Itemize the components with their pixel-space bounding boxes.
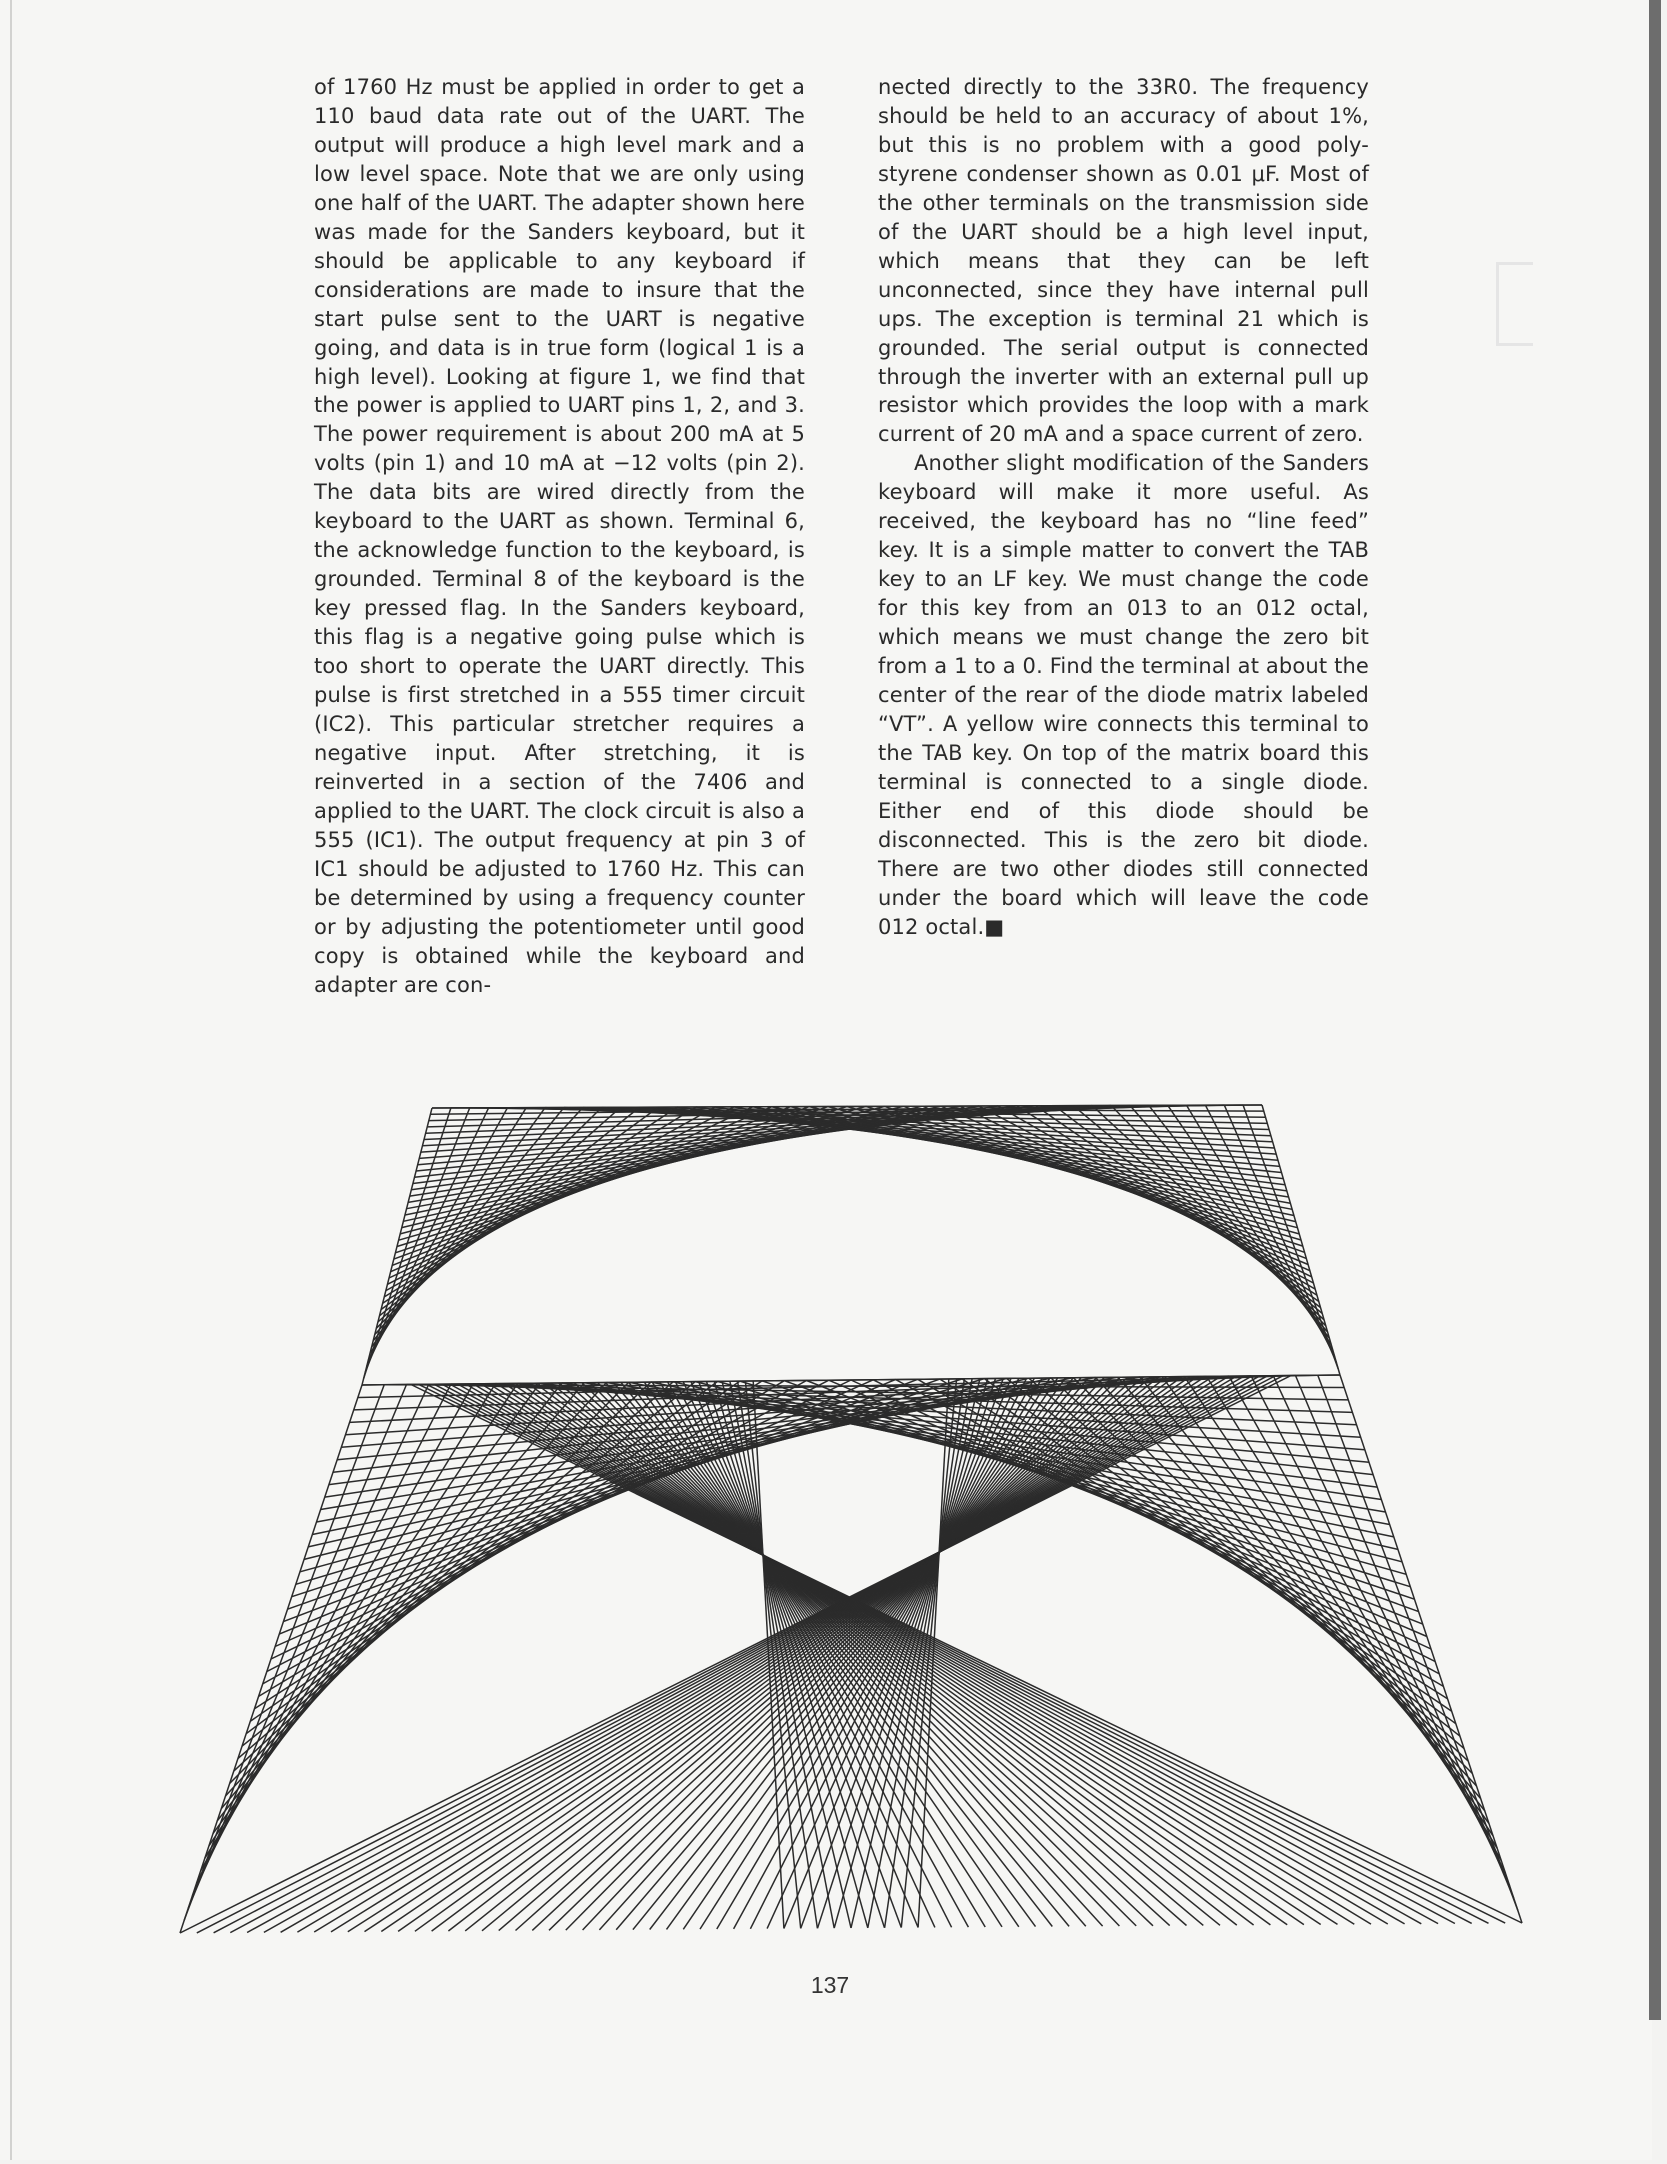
right-text-column [878, 73, 1369, 942]
left-text-column [314, 73, 805, 1000]
page-number: 137 [810, 1972, 850, 1998]
right-column-paragraph-1: nected directly to the 33R0. The frequency should be held to an accuracy of about 1%, but this is no problem with a good poly-styrene condenser shown as 0.01 μF. Most of the other terminals on the transmission side of the UART should be a high level input, which means that they can be left unconnected, since they have internal pull ups. The exception is terminal 21 which is grounded. The serial output is connected through the inverter with an external pull up resistor which provides the loop with a mark current of 20 mA and a space current of zero. [878, 75, 1369, 447]
page-left-edge [10, 0, 12, 2160]
right-column-paragraph-2: Another slight modification of the Sanders keyboard will make it more useful. As received, the keyboard has no “line feed” key. It is a simple matter to convert the TAB key to an LF key. We must change the code for this key from an 013 to an 012 octal, which means we must change the zero bit from a 1 to a 0. Find the terminal at about the center of the rear of the diode matrix labeled “VT”. A yellow wire connects this terminal to the TAB key. On top of the matrix board this terminal is connected to a single diode. Either end of this diode should be disconnected. This is the zero bit diode. There are two other diodes still connected under the board which will leave the code 012 octal.■ [878, 451, 1369, 939]
left-column-paragraph-1: of 1760 Hz must be applied in order to get a 110 baud data rate out of the UART. The output will produce a high level mark and a low level space. Note that we are only using one half of the UART. The adapter shown here was made for the Sanders keyboard, but it should be applicable to any keyboard if considerations are made to insure that the start pulse sent to the UART is negative going, and data is in true form (logical 1 is a high level). Looking at figure 1, we find that the power is applied to UART pins 1, 2, and 3. The power requirement is about 200 mA at 5 volts (pin 1) and 10 mA at −12 volts (pin 2). The data bits are wired directly from the keyboard to the UART as shown. Terminal 6, the acknowledge function to the keyboard, is grounded. Terminal 8 of the keyboard is the key pressed flag. In the Sanders keyboard, this flag is a negative going pulse which is too short to operate the UART directly. This pulse is first stretched in a 555 timer circuit (IC2). This particular stretcher requires a negative input. After stretching, it is reinverted in a section of the 7406 and applied to the UART. The clock circuit is also a 555 (IC1). The output frequency at pin 3 of IC1 should be adjusted to 1760 Hz. This can be determined by using a frequency counter or by adjusting the potentiometer until good copy is obtained while the keyboard and adapter are con- [314, 75, 805, 997]
scan-right-shadow-bar [1649, 0, 1661, 2020]
bleed-through-mark [1496, 262, 1533, 346]
